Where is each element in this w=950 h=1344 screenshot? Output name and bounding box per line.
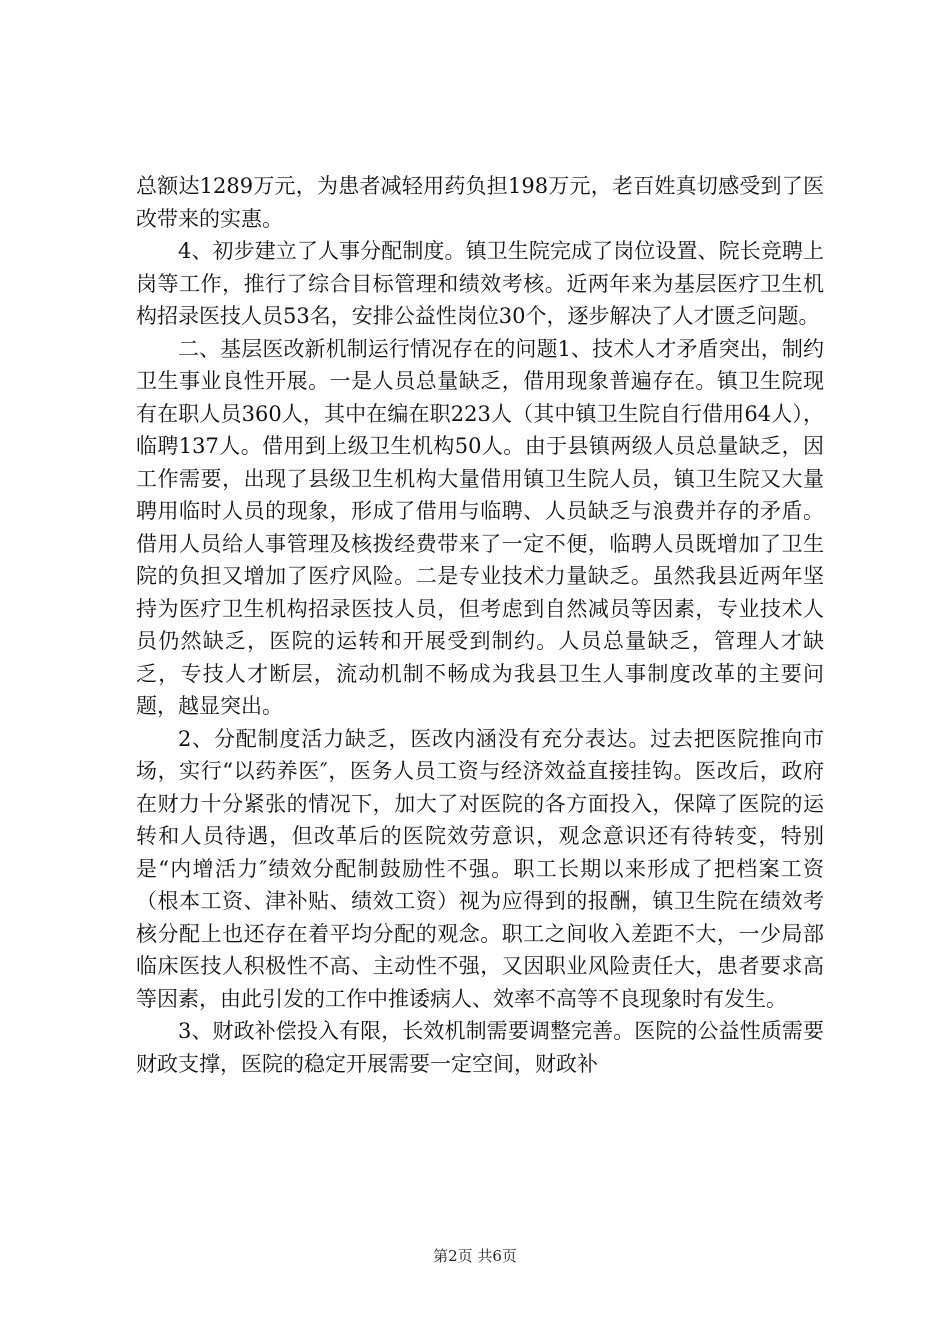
paragraph-distribution-system: 2、分配制度活力缺乏，医改内涵没有充分表达。过去把医院推向市场，实行“以药养医″，医务人员工资与经济效益直接挂钩。医改后，政府在财力十分紧张的情况下，加大了对医院的各方面投入，保障了医院的运转和人员待遇，但改革后的医院效劳意识，观念意识还有待转变，特别是“内增活力″绩效分配制鼓励性不强。职工长期以来形成了把档案工资（根本工资、津补贴、绩效工资）视为应得到的报酬，镇卫生院在绩效考核分配上也还存在着平均分配的观念。职工之间收入差距不大，一少局部临床医技人积极性不高、主动性不强，又因职业风险责任大，患者要求高等因素，由此引发的工作中推诿病人、效率不高等不良现象时有发生。 — [136, 726, 824, 1011]
document-body — [136, 170, 824, 1080]
paragraph-personnel-system: 4、初步建立了人事分配制度。镇卫生院完成了岗位设置、院长竞聘上岗等工作，推行了综合目标管理和绩效考核。近两年来为基层医疗卫生机构招录医技人员53名，安排公益性岗位30个，逐步解决了人才匮乏问题。 — [136, 239, 824, 328]
page-footer: 第2页 共6页 — [433, 1247, 517, 1265]
paragraph-continuation: 总额达1289万元，为患者减轻用药负担198万元，老百姓真切感受到了医改带来的实惠。 — [136, 174, 824, 231]
paragraph-problems-talent: 二、基层医改新机制运行情况存在的问题1、技术人才矛盾突出，制约卫生事业良性开展。一是人员总量缺乏，借用现象普遍存在。镇卫生院现有在职人员360人，其中在编在职223人（其中镇卫生院自行借用64人），临聘137人。借用到上级卫生机构50人。由于县镇两级人员总量缺乏，因工作需要，出现了县级卫生机构大量借用镇卫生院人员，镇卫生院又大量聘用临时人员的现象，形成了借用与临聘、人员缺乏与浪费并存的矛盾。借用人员给人事管理及核拨经费带来了一定不便，临聘人员既增加了卫生院的负担又增加了医疗风险。二是专业技术力量缺乏。虽然我县近两年坚持为医疗卫生机构招录医技人员，但考虑到自然减员等因素，专业技术人员仍然缺乏，医院的运转和开展受到制约。人员总量缺乏，管理人才缺乏，专技人才断层，流动机制不畅成为我县卫生人事制度改革的主要问题，越显突出。 — [136, 336, 824, 718]
paragraph-fiscal-compensation: 3、财政补偿投入有限，长效机制需要调整完善。医院的公益性质需要财政支撑，医院的稳定开展需要一定空间，财政补 — [136, 1019, 824, 1076]
